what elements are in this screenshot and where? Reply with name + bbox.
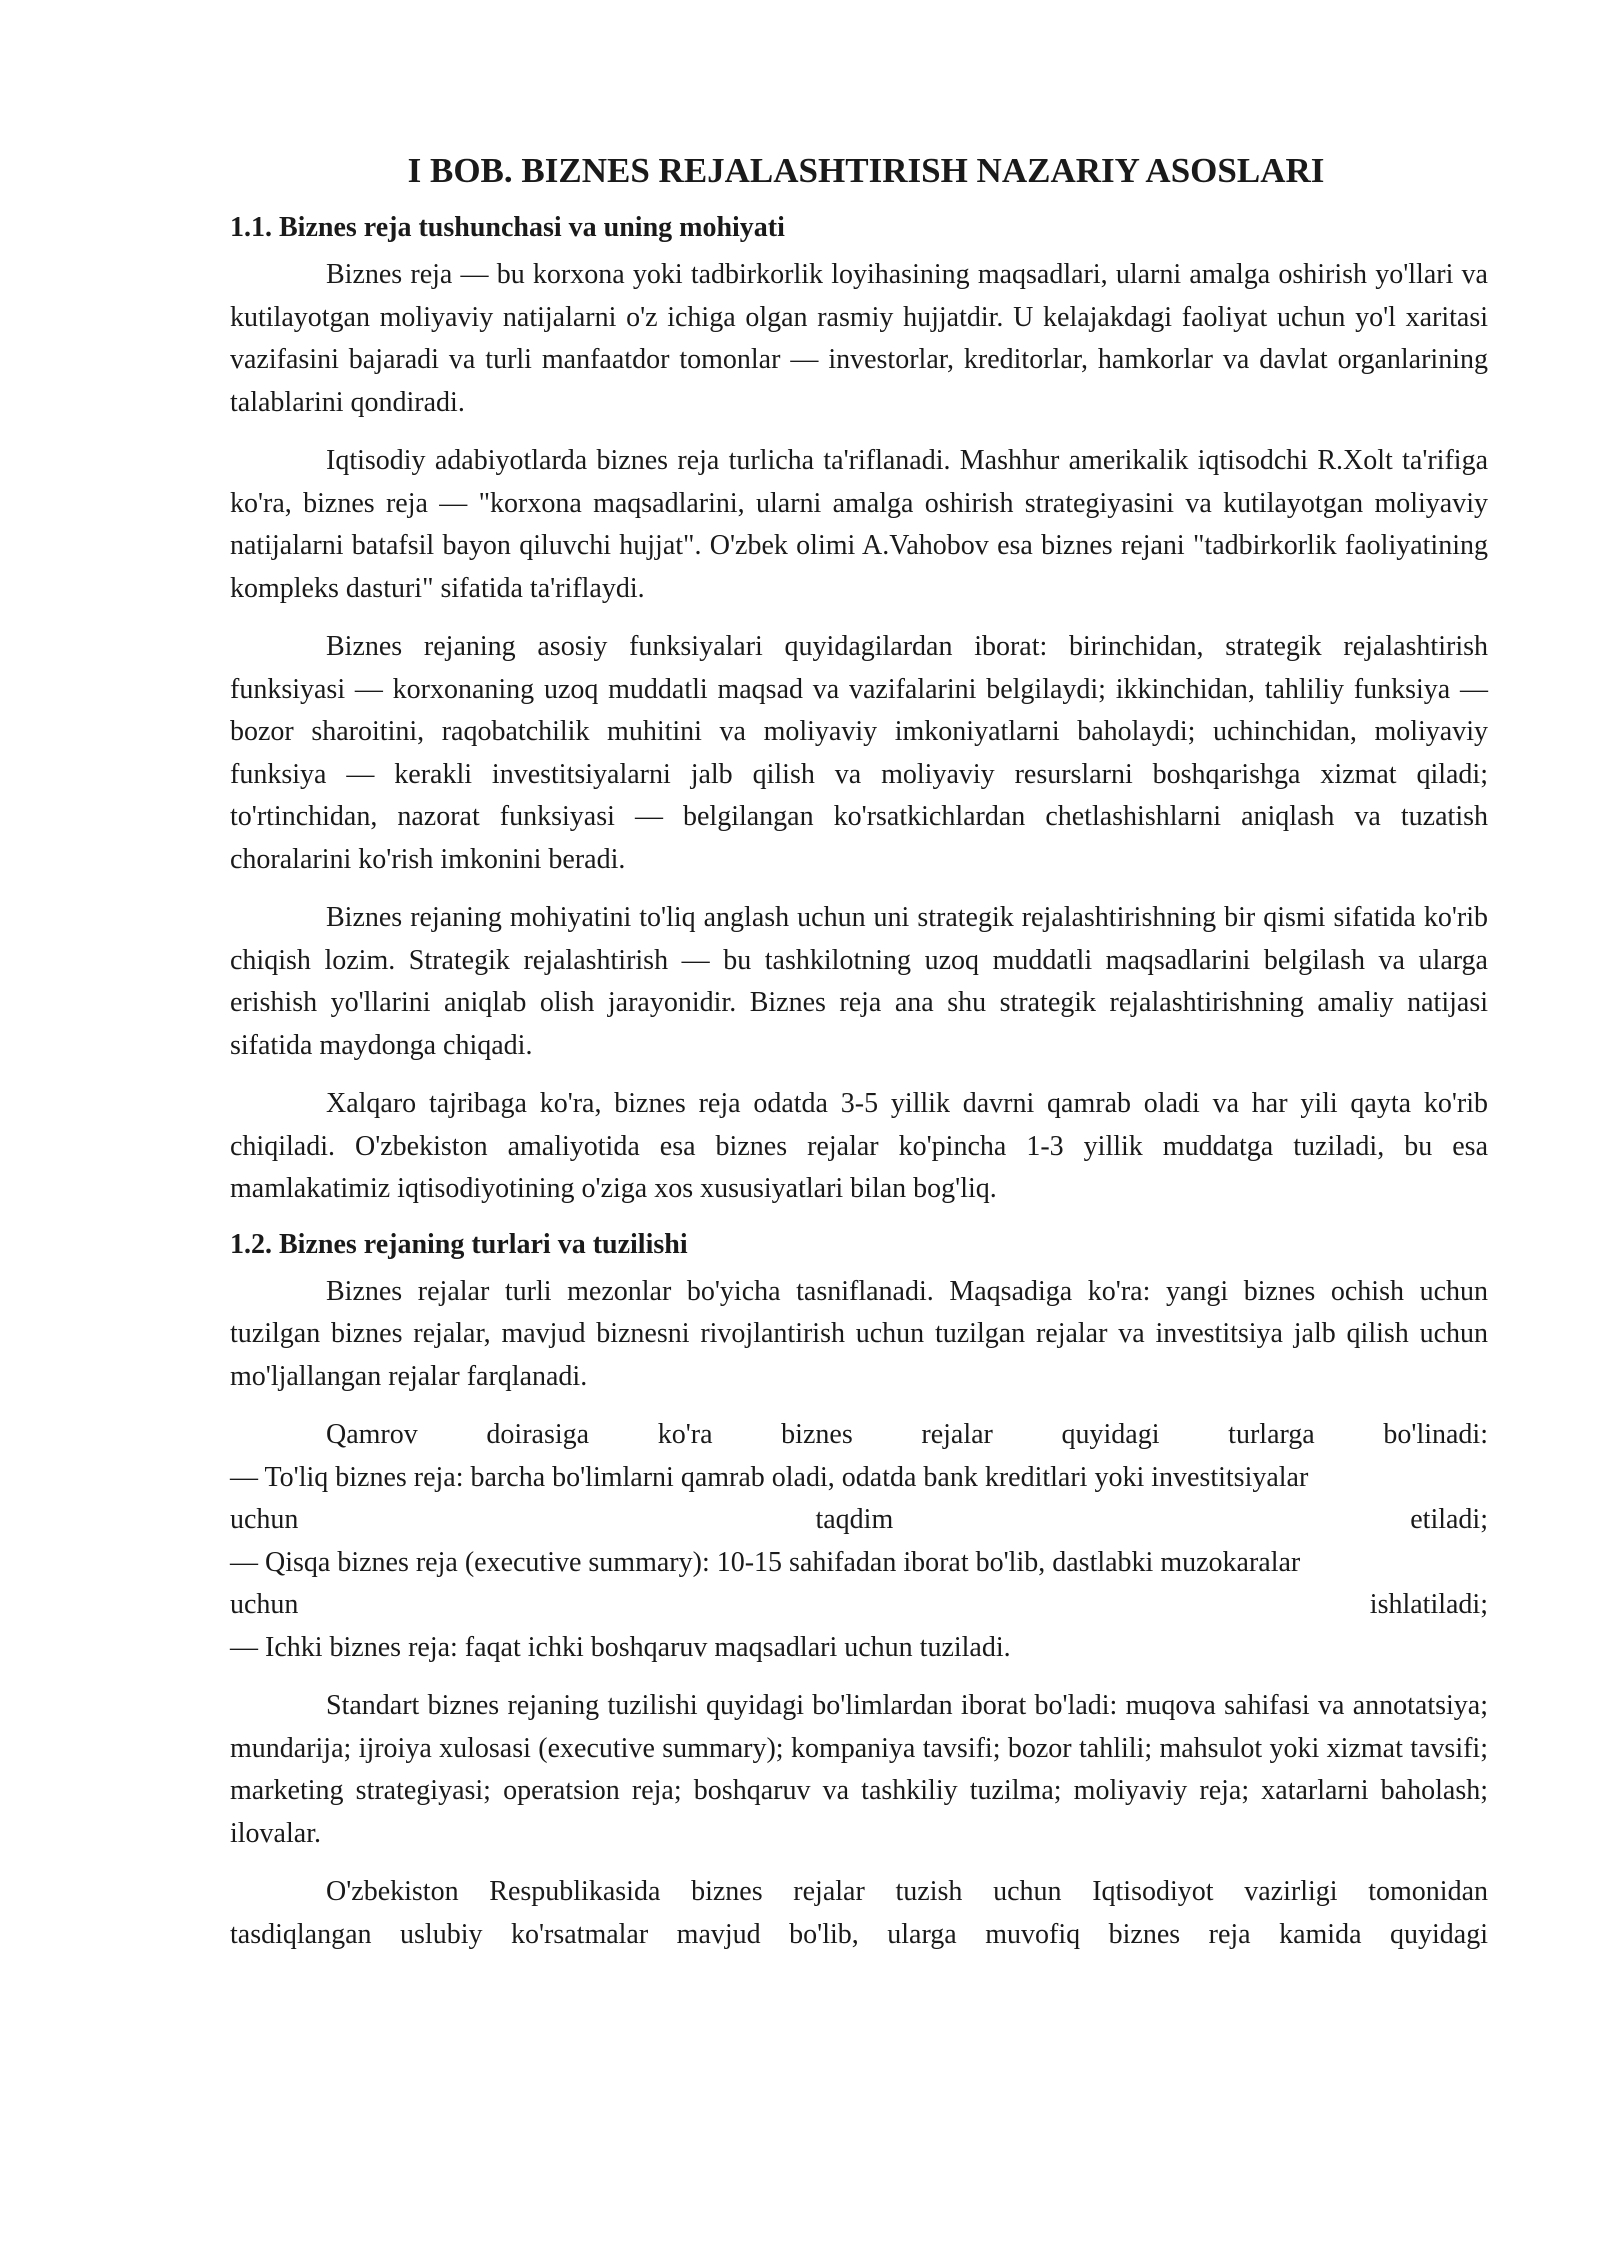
list-intro: Qamrov doirasiga ko'ra biznes rejalar quyidagi turlarga bo'linadi: <box>326 1419 1488 1450</box>
section-title-1-1: 1.1. Biznes reja tushunchasi va uning mohiyati <box>230 212 785 243</box>
plan-types-list <box>230 1414 1488 1669</box>
list-item-full-plan-cont: uchun taqdim etiladi; <box>230 1504 1488 1535</box>
list-item-full-plan: — To'liq biznes reja: barcha bo'limlarni qamrab oladi, odatda bank kreditlari yoki investitsiyalar <box>230 1461 1309 1493</box>
paragraph-classification: Biznes rejalar turli mezonlar bo'yicha tasniflanadi. Maqsadiga ko'ra: yangi biznes ochish uchun tuzilgan biznes rejalar, mavjud biznesni rivojlantirish uchun tuzilgan rejalar va investitsiya jalb qilish uchun mo'ljallangan rejalar farqlanadi. <box>230 1275 1488 1392</box>
paragraph-definition: Biznes reja — bu korxona yoki tadbirkorlik loyihasining maqsadlari, ularni amalga oshirish yo'llari va kutilayotgan moliyaviy natijalarni o'z ichiga olgan rasmiy hujjatdir. U kelajakdagi faoliyat uchun yo'l xaritasi vazifasini bajaradi va turli manfaatdor tomonlar — investorlar, kreditorlar, hamkorlar va davlat organlarining talablarini qondiradi. <box>230 259 1488 418</box>
list-item-internal-plan: — Ichki biznes reja: faqat ichki boshqaruv maqsadlari uchun tuziladi. <box>230 1631 1011 1663</box>
document-page <box>230 150 1488 1972</box>
paragraph-functions: Biznes rejaning asosiy funksiyalari quyidagilardan iborat: birinchidan, strategik rejalashtirish funksiyasi — korxonaning uzoq muddatli maqsad va vazifalarini belgilaydi; ikkinchidan, tahliliy funksiya — bozor sharoitini, raqobatchilik muhitini va moliyaviy imkoniyatlarni baholaydi; uchinchidan, moliyaviy funksiya — kerakli investitsiyalarni jalb qilish va moliyaviy resurslarni boshqarishga xizmat qiladi; to'rtinchidan, nazorat funksiyasi — belgilangan ko'rsatkichlardan chetlashishlarni aniqlash va tuzatish choralarini ko'rish imkonini beradi. <box>230 631 1488 875</box>
list-item-short-plan: — Qisqa biznes reja (executive summary): 10-15 sahifadan iborat bo'lib, dastlabki muzokaralar <box>230 1546 1301 1578</box>
paragraph-standard-structure: Standart biznes rejaning tuzilishi quyidagi bo'limlardan iborat bo'ladi: muqova sahifasi va annotatsiya; mundarija; ijroiya xulosasi (executive summary); kompaniya tavsifi; bozor tahlili; mahsulot yoki xizmat tavsifi; marketing strategiyasi; operatsion reja; boshqaruv va tashkiliy tuzilma; moliyaviy reja; xatarlarni baholash; ilovalar. <box>230 1690 1488 1849</box>
chapter-title: I BOB. BIZNES REJALASHTIRISH NAZARIY ASOSLARI <box>407 151 1325 190</box>
guidelines-line-2: tasdiqlangan uslubiy ko'rsatmalar mavjud bo'lib, ularga muvofiq biznes reja kamida quyidagi <box>230 1918 1488 1950</box>
section-title-1-2: 1.2. Biznes rejaning turlari va tuzilishi <box>230 1228 688 1260</box>
paragraph-literature-definitions: Iqtisodiy adabiyotlarda biznes reja turlicha ta'riflanadi. Mashhur amerikalik iqtisodchi R.Xolt ta'rifiga ko'ra, biznes reja — "korxona maqsadlarini, ularni amalga oshirish strategiyasini va kutilayotgan moliyaviy natijalarni batafsil bayon qiluvchi hujjat". O'zbek olimi A.Vahobov esa biznes rejani "tadbirkorlik faoliyatining kompleks dasturi" sifatida ta'riflaydi. <box>230 445 1488 604</box>
paragraph-international-practice: Xalqaro tajribaga ko'ra, biznes reja odatda 3-5 yillik davrni qamrab oladi va har yili qayta ko'rib chiqiladi. O'zbekiston amaliyotida esa biznes rejalar ko'pincha 1-3 yillik muddatga tuziladi, bu esa mamlakatimiz iqtisodiyotining o'ziga xos xususiyatlari bilan bog'liq. <box>230 1088 1488 1204</box>
guidelines-line-1: O'zbekiston Respublikasida biznes rejalar tuzish uchun Iqtisodiyot vazirligi tomonidan <box>326 1876 1488 1907</box>
paragraph-uzbek-guidelines <box>230 1871 1488 1956</box>
paragraph-strategic-planning: Biznes rejaning mohiyatini to'liq anglash uchun uni strategik rejalashtirishning bir qismi sifatida ko'rib chiqish lozim. Strategik rejalashtirish — bu tashkilotning uzoq muddatli maqsadlarini belgilash va ularga erishish yo'llarini aniqlab olish jarayonidir. Biznes reja ana shu strategik rejalashtirishning amaliy natijasi sifatida maydonga chiqadi. <box>230 902 1488 1061</box>
list-item-short-plan-cont: uchun ishlatiladi; <box>230 1589 1488 1620</box>
